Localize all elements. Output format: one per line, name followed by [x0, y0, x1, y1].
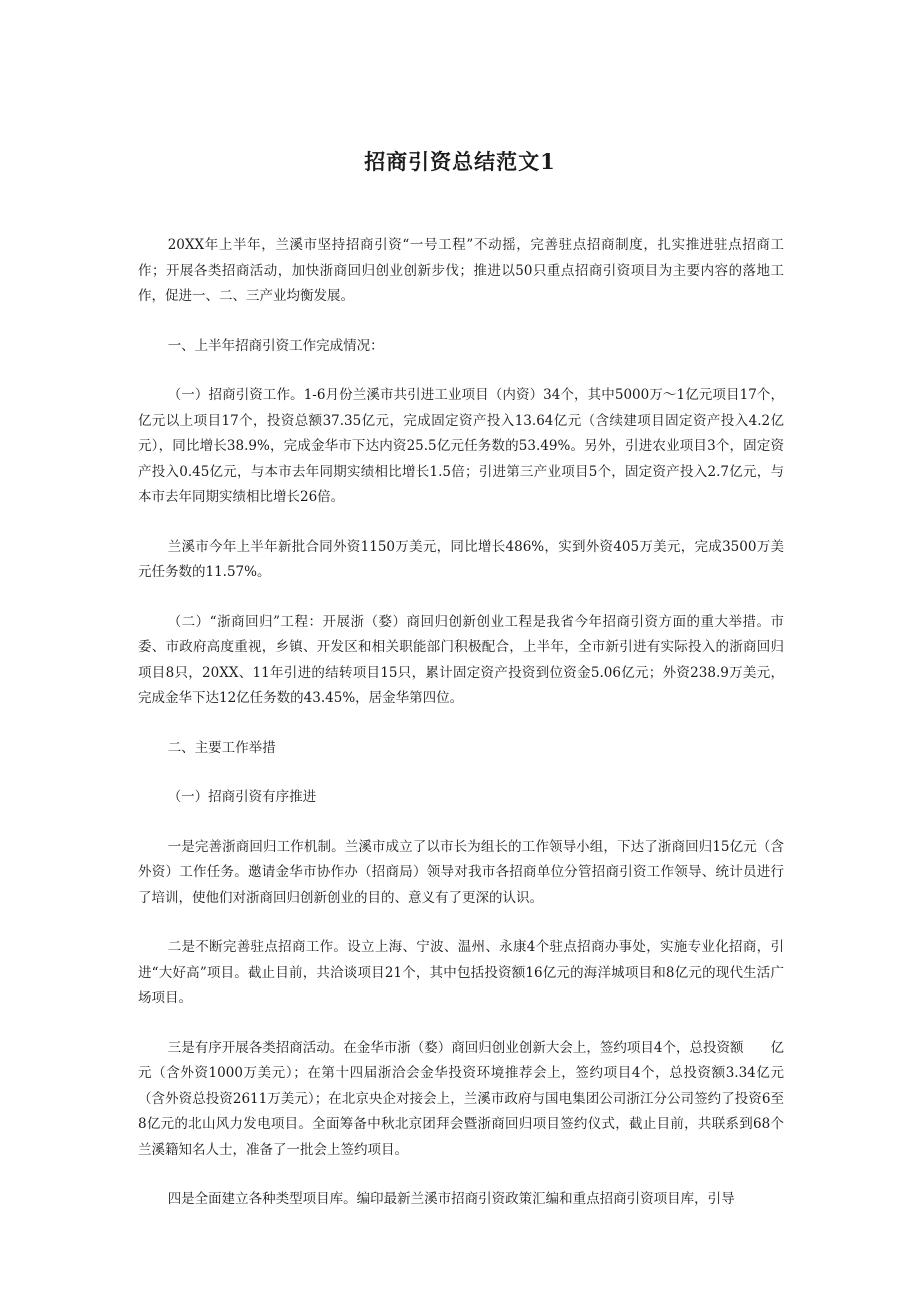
section-heading-1: 一、上半年招商引资工作完成情况：	[167, 337, 384, 354]
paragraph-zheshang-return: （二）“浙商回归”工程：开展浙（婺）商回归创新创业工程是我省今年招商引资方面的重大举措。市委、市政府高度重视，乡镇、开发区和相关职能部门积极配合，上半年，全市新引进有实际投入的浙商回归项目8只，20XX、11年引进的结转项目15只，累计固定资产投资到位资金5.06亿元；外资238.9万美元，完成金华下达12亿任务数的43.45%，居金华第四位。	[138, 613, 784, 706]
paragraph-investment-work: （一）招商引资工作。1-6月份兰溪市共引进工业项目（内资）34个，其中5000万～1亿元项目17个，亿元以上项目17个，投资总额37.35亿元，完成固定资产投入13.64亿元（含续建项目固定资产投入4.2亿元），同比增长38.9%，完成金华市下达内资25.5亿元任务数的53.49%。另外，引进农业项目3个，固定资产投入0.45亿元，与本市去年同期实绩相比增长1.5倍；引进第三产业项目5个，固定资产投入2.7亿元，与本市去年同期实绩相比增长26倍。	[138, 387, 784, 505]
section-heading-2: 二、主要工作举措	[167, 739, 276, 756]
subsection-heading-1: （一）招商引资有序推进	[167, 789, 317, 805]
paragraph-measure-4: 四是全面建立各种类型项目库。编印最新兰溪市招商引资政策汇编和重点招商引资项目库，引导	[167, 1191, 735, 1207]
document-body	[138, 233, 784, 1237]
paragraph-measure-3: 三是有序开展各类招商活动。在金华市浙（婺）商回归创业创新大会上，签约项目4个，总投资额 亿元（含外资1000万美元）；在第十四届浙洽会金华投资环境推荐会上，签约项目4个，总投资额3.34亿元（含外资总投资2611万美元）；在北京央企对接会上，兰溪市政府与国电集团公司浙江分公司签约了投资6至8亿元的北山风力发电项目。全面筹备中秋北京团拜会暨浙商回归项目签约仪式，截止目前，共联系到68个兰溪籍知名人士，准备了一批会上签约项目。	[138, 1039, 784, 1158]
paragraph-foreign-investment: 兰溪市今年上半年新批合同外资1150万美元，同比增长486%，实到外资405万美元，完成3500万美元任务数的11.57%。	[138, 538, 784, 580]
paragraph-measure-2: 二是不断完善驻点招商工作。设立上海、宁波、温州、永康4个驻点招商办事处，实施专业化招商，引进“大好高”项目。截止目前，共洽谈项目21个，其中包括投资额16亿元的海洋城项目和8亿元的现代生活广场项目。	[138, 939, 784, 1006]
document-title: 招商引资总结范文1	[364, 149, 556, 174]
paragraph-measure-1: 一是完善浙商回归工作机制。兰溪市成立了以市长为组长的工作领导小组，下达了浙商回归15亿元（含外资）工作任务。邀请金华市协作办（招商局）领导对我市各招商单位分管招商引资工作领导、统计员进行了培训，使他们对浙商回归创新创业的目的、意义有了更深的认识。	[138, 838, 784, 906]
paragraph-intro: 20XX年上半年，兰溪市坚持招商引资“一号工程”不动摇，完善驻点招商制度，扎实推进驻点招商工作；开展各类招商活动，加快浙商回归创业创新步伐；推进以50只重点招商引资项目为主要内容的落地工作，促进一、二、三产业均衡发展。	[138, 237, 784, 304]
